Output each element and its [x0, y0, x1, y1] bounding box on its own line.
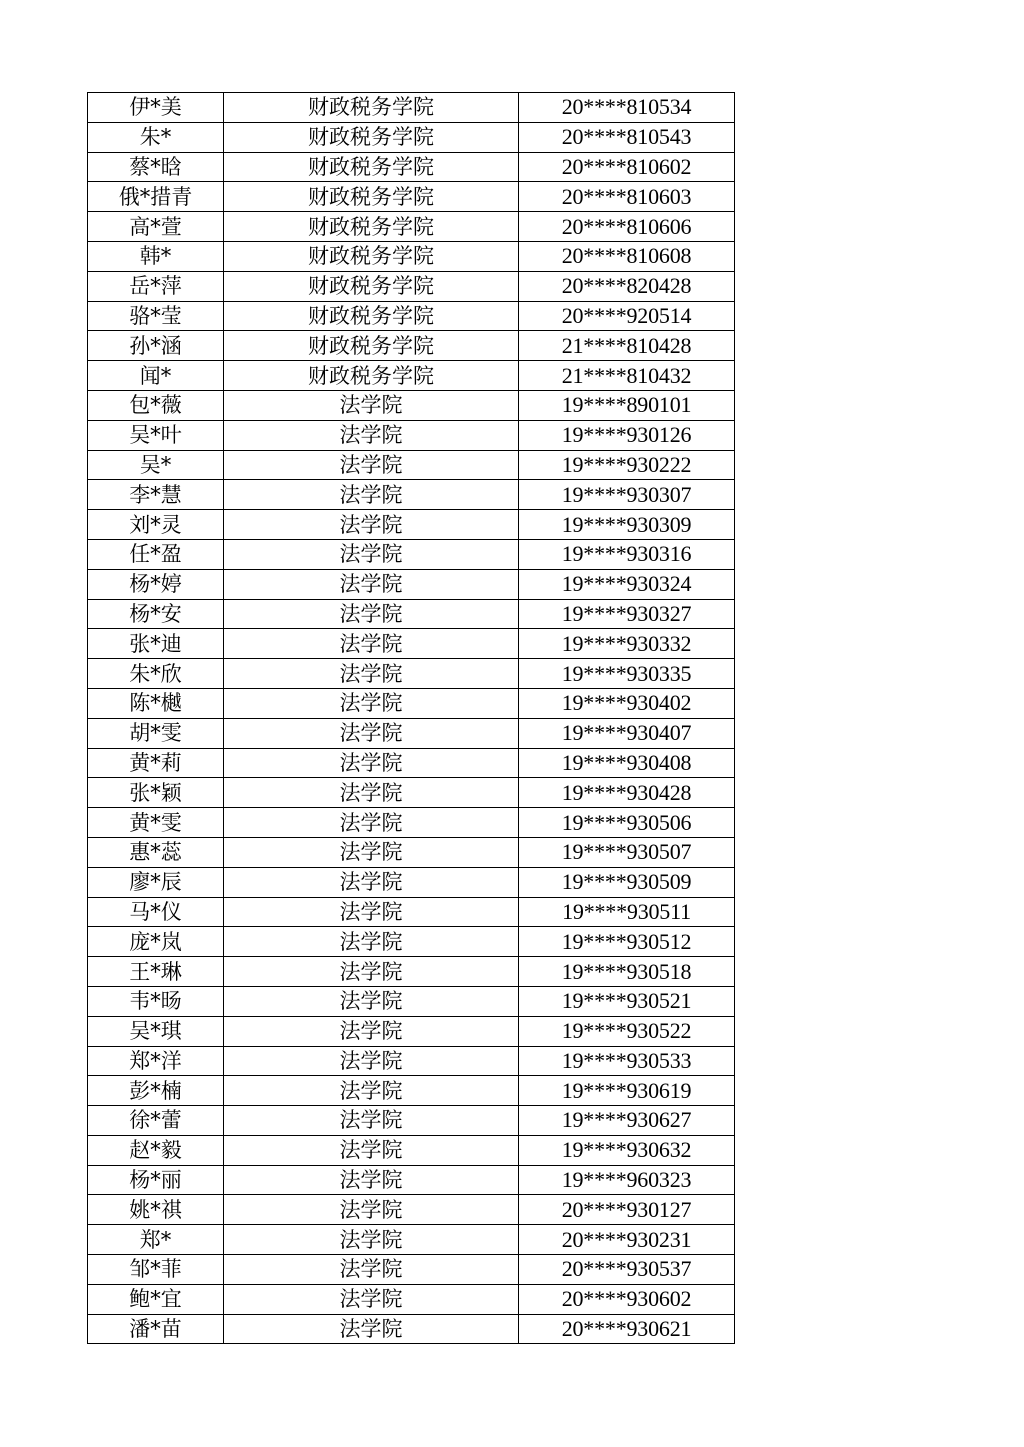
student-name-cell: 姚*祺 [88, 1195, 224, 1225]
college-cell: 法学院 [224, 1225, 519, 1255]
student-name-cell: 胡*雯 [88, 718, 224, 748]
college-cell: 财政税务学院 [224, 182, 519, 212]
table-row [88, 1195, 735, 1225]
student-name-cell: 王*琳 [88, 957, 224, 987]
college-cell: 法学院 [224, 986, 519, 1016]
table-row [88, 897, 735, 927]
table-row [88, 867, 735, 897]
student-name-cell: 朱* [88, 122, 224, 152]
student-id-cell: 21****810428 [519, 331, 735, 361]
table-row [88, 599, 735, 629]
student-id-cell: 19****930332 [519, 629, 735, 659]
student-name-cell: 闻* [88, 361, 224, 391]
table-row [88, 390, 735, 420]
college-cell: 法学院 [224, 569, 519, 599]
student-name-cell: 张*颖 [88, 778, 224, 808]
table-row [88, 1314, 735, 1344]
student-name-cell: 马*仪 [88, 897, 224, 927]
student-id-cell: 19****930511 [519, 897, 735, 927]
table-row [88, 629, 735, 659]
student-id-cell: 20****930621 [519, 1314, 735, 1344]
student-id-cell: 19****930402 [519, 688, 735, 718]
table-row [88, 480, 735, 510]
student-name-cell: 吴*叶 [88, 420, 224, 450]
table-row [88, 331, 735, 361]
student-name-cell: 郑*洋 [88, 1046, 224, 1076]
student-name-cell: 陈*樾 [88, 688, 224, 718]
college-cell: 法学院 [224, 718, 519, 748]
student-id-cell: 19****930632 [519, 1135, 735, 1165]
student-id-cell: 19****930407 [519, 718, 735, 748]
college-cell: 法学院 [224, 1076, 519, 1106]
college-cell: 法学院 [224, 1135, 519, 1165]
college-cell: 法学院 [224, 808, 519, 838]
college-cell: 财政税务学院 [224, 122, 519, 152]
student-name-cell: 包*薇 [88, 390, 224, 420]
college-cell: 法学院 [224, 1016, 519, 1046]
student-id-cell: 19****930327 [519, 599, 735, 629]
roster-sheet [87, 92, 734, 1344]
student-name-cell: 任*盈 [88, 539, 224, 569]
college-cell: 法学院 [224, 1284, 519, 1314]
table-row [88, 450, 735, 480]
college-cell: 法学院 [224, 659, 519, 689]
table-row [88, 569, 735, 599]
student-id-cell: 20****810534 [519, 93, 735, 123]
college-cell: 财政税务学院 [224, 241, 519, 271]
student-name-cell: 潘*苗 [88, 1314, 224, 1344]
college-cell: 财政税务学院 [224, 271, 519, 301]
student-id-cell: 19****930522 [519, 1016, 735, 1046]
student-id-cell: 20****810543 [519, 122, 735, 152]
student-name-cell: 庞*岚 [88, 927, 224, 957]
student-id-cell: 19****930509 [519, 867, 735, 897]
student-name-cell: 高*萱 [88, 212, 224, 242]
student-id-cell: 19****930533 [519, 1046, 735, 1076]
student-id-cell: 19****930428 [519, 778, 735, 808]
table-row [88, 420, 735, 450]
student-id-cell: 20****810606 [519, 212, 735, 242]
college-cell: 法学院 [224, 599, 519, 629]
table-row [88, 927, 735, 957]
student-id-cell: 19****930222 [519, 450, 735, 480]
college-cell: 法学院 [224, 480, 519, 510]
college-cell: 法学院 [224, 1255, 519, 1285]
student-name-cell: 韦*旸 [88, 986, 224, 1016]
table-row [88, 212, 735, 242]
student-name-cell: 伊*美 [88, 93, 224, 123]
student-name-cell: 黄*雯 [88, 808, 224, 838]
student-id-cell: 20****810603 [519, 182, 735, 212]
table-row [88, 93, 735, 123]
student-name-cell: 惠*蕊 [88, 837, 224, 867]
college-cell: 法学院 [224, 927, 519, 957]
student-name-cell: 李*慧 [88, 480, 224, 510]
student-id-cell: 20****930231 [519, 1225, 735, 1255]
college-cell: 法学院 [224, 420, 519, 450]
college-cell: 法学院 [224, 1195, 519, 1225]
table-row [88, 361, 735, 391]
table-row [88, 539, 735, 569]
student-name-cell: 郑* [88, 1225, 224, 1255]
table-row [88, 986, 735, 1016]
college-cell: 法学院 [224, 957, 519, 987]
table-row [88, 1106, 735, 1136]
student-id-cell: 19****930506 [519, 808, 735, 838]
college-cell: 财政税务学院 [224, 361, 519, 391]
student-id-cell: 19****930521 [519, 986, 735, 1016]
student-name-cell: 赵*毅 [88, 1135, 224, 1165]
student-name-cell: 吴*琪 [88, 1016, 224, 1046]
college-cell: 财政税务学院 [224, 301, 519, 331]
student-name-cell: 黄*莉 [88, 748, 224, 778]
student-id-cell: 20****810602 [519, 152, 735, 182]
roster-table [87, 92, 735, 1344]
college-cell: 法学院 [224, 688, 519, 718]
student-id-cell: 19****930335 [519, 659, 735, 689]
table-row [88, 301, 735, 331]
table-row [88, 778, 735, 808]
student-id-cell: 19****930512 [519, 927, 735, 957]
table-row [88, 1284, 735, 1314]
college-cell: 法学院 [224, 629, 519, 659]
student-name-cell: 鲍*宜 [88, 1284, 224, 1314]
student-name-cell: 廖*辰 [88, 867, 224, 897]
student-name-cell: 蔡*晗 [88, 152, 224, 182]
college-cell: 法学院 [224, 1046, 519, 1076]
student-id-cell: 19****930307 [519, 480, 735, 510]
table-row [88, 659, 735, 689]
student-id-cell: 20****930537 [519, 1255, 735, 1285]
table-row [88, 957, 735, 987]
student-id-cell: 20****920514 [519, 301, 735, 331]
college-cell: 财政税务学院 [224, 212, 519, 242]
college-cell: 法学院 [224, 748, 519, 778]
table-row [88, 182, 735, 212]
college-cell: 财政税务学院 [224, 152, 519, 182]
student-name-cell: 韩* [88, 241, 224, 271]
student-id-cell: 19****890101 [519, 390, 735, 420]
student-name-cell: 邹*菲 [88, 1255, 224, 1285]
college-cell: 法学院 [224, 450, 519, 480]
college-cell: 法学院 [224, 539, 519, 569]
table-row [88, 241, 735, 271]
student-id-cell: 19****930324 [519, 569, 735, 599]
student-name-cell: 朱*欣 [88, 659, 224, 689]
student-name-cell: 杨*安 [88, 599, 224, 629]
table-row [88, 748, 735, 778]
student-name-cell: 徐*蕾 [88, 1106, 224, 1136]
table-row [88, 1225, 735, 1255]
student-id-cell: 20****820428 [519, 271, 735, 301]
student-name-cell: 骆*莹 [88, 301, 224, 331]
student-id-cell: 19****930316 [519, 539, 735, 569]
table-row [88, 1046, 735, 1076]
table-row [88, 271, 735, 301]
student-id-cell: 19****930408 [519, 748, 735, 778]
college-cell: 法学院 [224, 1314, 519, 1344]
college-cell: 财政税务学院 [224, 93, 519, 123]
student-id-cell: 20****930127 [519, 1195, 735, 1225]
table-row [88, 837, 735, 867]
college-cell: 法学院 [224, 510, 519, 540]
student-name-cell: 岳*萍 [88, 271, 224, 301]
student-id-cell: 20****930602 [519, 1284, 735, 1314]
roster-table-body [88, 93, 735, 1344]
college-cell: 法学院 [224, 837, 519, 867]
student-id-cell: 20****810608 [519, 241, 735, 271]
table-row [88, 152, 735, 182]
college-cell: 法学院 [224, 867, 519, 897]
college-cell: 法学院 [224, 390, 519, 420]
student-id-cell: 19****930507 [519, 837, 735, 867]
college-cell: 法学院 [224, 1165, 519, 1195]
student-id-cell: 19****960323 [519, 1165, 735, 1195]
table-row [88, 1135, 735, 1165]
student-id-cell: 19****930126 [519, 420, 735, 450]
student-name-cell: 刘*灵 [88, 510, 224, 540]
student-name-cell: 杨*婷 [88, 569, 224, 599]
student-name-cell: 张*迪 [88, 629, 224, 659]
table-row [88, 1165, 735, 1195]
table-row [88, 510, 735, 540]
student-id-cell: 19****930309 [519, 510, 735, 540]
college-cell: 法学院 [224, 1106, 519, 1136]
table-row [88, 808, 735, 838]
table-row [88, 688, 735, 718]
student-name-cell: 吴* [88, 450, 224, 480]
student-id-cell: 19****930619 [519, 1076, 735, 1106]
student-id-cell: 21****810432 [519, 361, 735, 391]
student-name-cell: 孙*涵 [88, 331, 224, 361]
table-row [88, 718, 735, 748]
college-cell: 法学院 [224, 897, 519, 927]
table-row [88, 122, 735, 152]
table-row [88, 1076, 735, 1106]
college-cell: 财政税务学院 [224, 331, 519, 361]
student-id-cell: 19****930518 [519, 957, 735, 987]
table-row [88, 1255, 735, 1285]
student-id-cell: 19****930627 [519, 1106, 735, 1136]
student-name-cell: 彭*楠 [88, 1076, 224, 1106]
table-row [88, 1016, 735, 1046]
student-name-cell: 俄*措青 [88, 182, 224, 212]
student-name-cell: 杨*丽 [88, 1165, 224, 1195]
college-cell: 法学院 [224, 778, 519, 808]
